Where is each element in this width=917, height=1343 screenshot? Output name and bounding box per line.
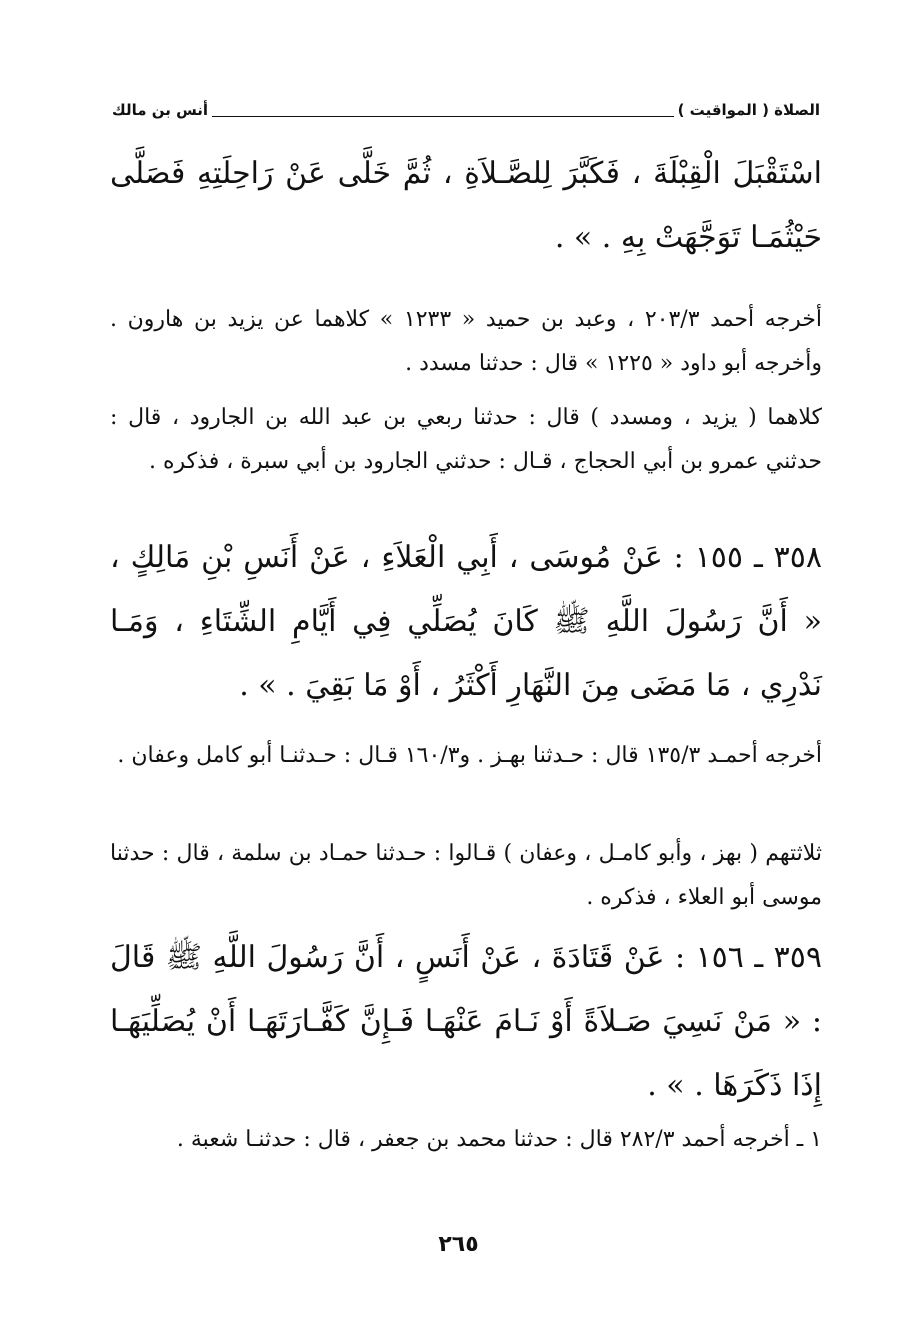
takhrij-paragraph: ثلاثتهم ( بهز ، وأبو كامـل ، وعفان ) قـالوا : حـدثنا حمـاد بن سلمة ، قال : حدثنا موسى أبو العلاء ، فذكره . [110, 841, 822, 910]
header-narrator: أنس بن مالك [112, 101, 209, 119]
running-header [112, 96, 820, 124]
page-number: ٢٦٥ [438, 1232, 479, 1257]
hadith-359: ٣٥٩ ـ ١٥٦ : عَنْ قَتَادَةَ ، عَنْ أَنَسٍ ، أَنَّ رَسُولَ اللَّهِ ﷺ قَالَ : « مَنْ نَسِيَ صَـلاَةً أَوْ نَـامَ عَنْهَـا فَـإِنَّ كَفَّـارَتَهَـا أَنْ يُصَلِّيَهَـا إِذَا ذَكَرَهَا . » . [110, 940, 822, 1103]
takhrij-paragraph: أخرجه أحمد ٢٠٣/٣ ، وعبد بن حميد « ١٢٣٣ » كلاهما عن يزيد بن هارون . وأخرجه أبو داود « ١٢٢٥ » قال : حدثنا مسدد . [110, 307, 823, 376]
takhrij-note-1: ١ ـ أخرجه أحمد ٢٨٢/٣ قال : حدثنا محمد بن جعفر ، قال : حدثنـا شعبة . [176, 1127, 822, 1152]
takhrij-paragraph: أخرجه أحمـد ١٣٥/٣ قال : حـدثنا بهـز . و١٦٠/٣ قـال : حـدثنـا أبو كامل وعفان . [117, 743, 822, 768]
hadith-continuation: اسْتَقْبَلَ الْقِبْلَةَ ، فَكَبَّرَ لِلصَّـلاَةِ ، ثُمَّ خَلَّى عَنْ رَاحِلَتِهِ فَصَلَّى حَيْثُمَـا تَوَجَّهَتْ بِهِ . » . [110, 156, 822, 255]
hadith-358: ٣٥٨ ـ ١٥٥ : عَنْ مُوسَى ، أَبِي الْعَلاَءِ ، عَنْ أَنَسِ بْنِ مَالِكٍ ، « أَنَّ رَسُولَ اللَّهِ ﷺ كَانَ يُصَلِّي فِي أَيَّامِ الشِّتَاءِ ، وَمَـا نَدْرِي ، مَا مَضَى مِنَ النَّهَارِ أَكْثَرُ ، أَوْ مَا بَقِيَ . » . [110, 540, 822, 703]
header-chapter: الصلاة ( المواقيت ) [677, 101, 820, 119]
header-rule [212, 104, 674, 117]
takhrij-paragraph: كلاهما ( يزيد ، ومسدد ) قال : حدثنا ربعي بن عبد الله بن الجارود ، قال : حدثني عمرو بن أبي الحجاج ، قـال : حدثني الجارود بن أبي سبرة ، فذكره . [110, 405, 822, 474]
